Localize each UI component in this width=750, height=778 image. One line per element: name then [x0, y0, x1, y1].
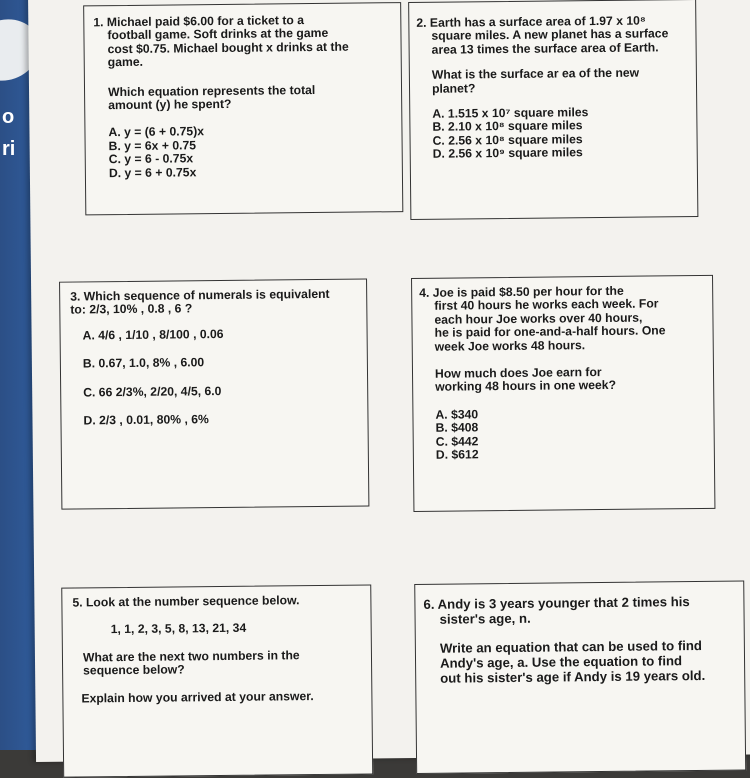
- q1-option-b: B. y = 6x + 0.75: [108, 138, 197, 154]
- q5-prompt-line: What are the next two numbers in the: [82, 648, 300, 665]
- poster-text-fragment: ri: [2, 138, 16, 160]
- q4-stem-line: 4. Joe is paid $8.50 per hour for the: [419, 283, 624, 300]
- q1-prompt-line: Which equation represents the total: [107, 82, 316, 99]
- q4-stem-line: each hour Joe works over 40 hours,: [434, 310, 643, 327]
- q4-stem-line: he is paid for one-and-a-half hours. One: [434, 323, 666, 340]
- q6-stem-line: sister's age, n.: [439, 610, 531, 627]
- question-1-box: [83, 2, 403, 215]
- question-5-box: [61, 584, 373, 777]
- q2-option-b: B. 2.10 x 10⁸ square miles: [432, 118, 583, 135]
- q1-option-d: D. y = 6 + 0.75x: [108, 164, 197, 180]
- poster-text-fragment: o: [2, 106, 15, 128]
- q5-explain: Explain how you arrived at your answer.: [81, 688, 314, 706]
- q5-stem-line: 5. Look at the number sequence below.: [72, 593, 300, 610]
- q4-option-c: C. $442: [435, 433, 479, 449]
- q4-stem-line: week Joe works 48 hours.: [434, 337, 586, 354]
- q1-stem-line: cost $0.75. Michael bought x drinks at the: [107, 39, 349, 56]
- q2-prompt-line: What is the surface ar ea of the new: [431, 65, 640, 82]
- question-2-box: [408, 0, 698, 220]
- q4-prompt-line: How much does Joe earn for: [434, 365, 602, 381]
- q5-prompt-line: sequence below?: [83, 662, 185, 678]
- q6-prompt-line: Write an equation that can be used to find: [439, 637, 703, 656]
- q5-sequence: 1, 1, 2, 3, 5, 8, 13, 21, 34: [110, 621, 247, 637]
- q2-option-a: A. 1.515 x 10⁷ square miles: [432, 105, 589, 121]
- q2-option-c: C. 2.56 x 10⁸ square miles: [432, 132, 583, 148]
- q3-stem-line: 3. Which sequence of numerals is equivalent: [70, 286, 330, 304]
- q4-option-d: D. $612: [435, 447, 479, 462]
- q1-option-c: C. y = 6 - 0.75x: [108, 151, 194, 167]
- q6-stem-line: 6. Andy is 3 years younger that 2 times his: [423, 594, 690, 612]
- q6-prompt-line: Andy's age, a. Use the equation to find: [439, 653, 683, 671]
- q6-prompt-line: out his sister's age if Andy is 19 years old.: [440, 667, 706, 686]
- question-4-box: [411, 275, 715, 512]
- question-3-box: [59, 278, 369, 509]
- q3-option-c: C. 66 2/3%, 2/20, 4/5, 6.0: [83, 383, 222, 400]
- q3-option-b: B. 0.67, 1.0, 8% , 6.00: [82, 355, 205, 371]
- q4-option-a: A. $340: [435, 407, 479, 422]
- q1-stem-line: game.: [107, 55, 144, 70]
- question-6-box: [414, 581, 746, 774]
- q1-stem-line: football game. Soft drinks at the game: [107, 26, 329, 43]
- q2-stem-line: area 13 times the surface area of Earth.: [431, 40, 659, 57]
- q2-stem-line: square miles. A new planet has a surface: [431, 26, 669, 44]
- q2-option-d: D. 2.56 x 10⁹ square miles: [432, 145, 583, 162]
- q2-stem-line: 2. Earth has a surface area of 1.97 x 10⁸: [416, 13, 646, 30]
- q3-option-a: A. 4/6 , 1/10 , 8/100 , 0.06: [82, 326, 224, 343]
- q1-stem-line: 1. Michael paid $6.00 for a ticket to a: [93, 13, 305, 30]
- q1-prompt-line: amount (y) he spent?: [108, 96, 232, 113]
- q4-prompt-line: working 48 hours in one week?: [435, 378, 617, 395]
- q1-option-a: A. y = (6 + 0.75)x: [108, 124, 205, 140]
- q3-option-d: D. 2/3 , 0.01, 80% , 6%: [83, 412, 209, 428]
- q2-prompt-line: planet?: [431, 80, 476, 96]
- worksheet-page: [28, 0, 750, 762]
- q4-option-b: B. $408: [435, 420, 479, 436]
- q3-stem-line: to: 2/3, 10% , 0.8 , 6 ?: [70, 301, 193, 317]
- q4-stem-line: first 40 hours he works each week. For: [434, 296, 659, 314]
